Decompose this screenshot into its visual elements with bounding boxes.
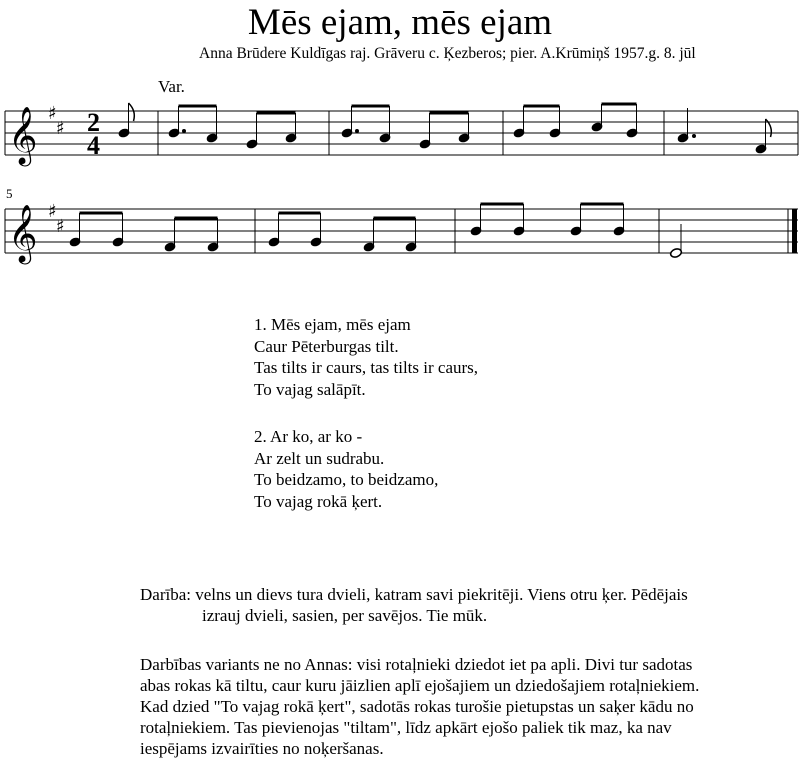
- key-signature-sharps: [48, 201, 65, 237]
- staff-system-2: [5, 209, 798, 253]
- final-barline: [792, 209, 797, 253]
- time-signature-top: 2: [87, 108, 100, 137]
- paragraph-line: abas rokas kā tiltu, caur kuru jāizlien aplī ejošajiem un dziedošajiem rotaļniekiem.: [140, 676, 700, 695]
- paragraph-line: rotaļniekiem. Tas pievienojas "tiltam", līdz apkārt ejošo paliek tik maz, ka nav: [140, 718, 672, 737]
- treble-clef-icon: 𝄞: [8, 106, 38, 164]
- time-signature-bottom: 4: [87, 131, 100, 160]
- verse-line: To vajag salāpīt.: [254, 379, 366, 399]
- paragraph-line: iespējams izvairīties no noķeršanas.: [140, 739, 384, 758]
- svg-text:♯: ♯: [56, 216, 65, 237]
- action-description: [140, 584, 790, 626]
- action-variant-paragraph: [140, 654, 790, 759]
- svg-text:♯: ♯: [48, 103, 57, 124]
- source-attribution: Anna Brūdere Kuldīgas raj. Grāveru c. Ķezberos; pier. A.Krūmiņš 1957.g. 8. jūl: [199, 45, 696, 62]
- verse-line: Ar zelt un sudrabu.: [254, 448, 385, 468]
- verse-line: To beidzamo, to beidzamo,: [254, 470, 439, 489]
- paragraph-line: Darbības variants ne no Annas: visi rotaļnieki dziedot iet pa apli. Divi tur sadotas: [140, 655, 693, 674]
- verse-line: Caur Pēterburgas tilt.: [254, 336, 399, 356]
- verse-line: Tas tilts ir caurs, tas tilts ir caurs,: [254, 358, 479, 377]
- music-notation: [0, 0, 800, 290]
- action-line: izrauj dvieli, sasien, per savējos. Tie mūk.: [202, 606, 488, 625]
- action-line: Darība: velns un dievs tura dvieli, katram savi piekritēji. Viens otru ķer. Pēdējais: [140, 585, 688, 604]
- key-signature-sharps: [48, 103, 65, 139]
- verse-line: To vajag rokā ķert.: [254, 491, 383, 511]
- verse-1: [254, 314, 478, 400]
- verse-line: 1. Mēs ejam, mēs ejam: [254, 315, 411, 334]
- svg-text:♯: ♯: [56, 118, 65, 139]
- verse-line: 2. Ar ko, ar ko -: [254, 427, 363, 446]
- paragraph-line: Kad dzied "To vajag rokā ķert", sadotās rokas turošie pietupstas un saķer kādu no: [140, 697, 694, 716]
- verse-2: [254, 426, 438, 512]
- treble-clef-icon: 𝄞: [8, 204, 38, 262]
- svg-text:♯: ♯: [48, 201, 57, 222]
- song-title: Mēs ejam, mēs ejam: [247, 2, 553, 43]
- variant-label: Var.: [158, 77, 185, 96]
- measure-number: 5: [6, 186, 13, 201]
